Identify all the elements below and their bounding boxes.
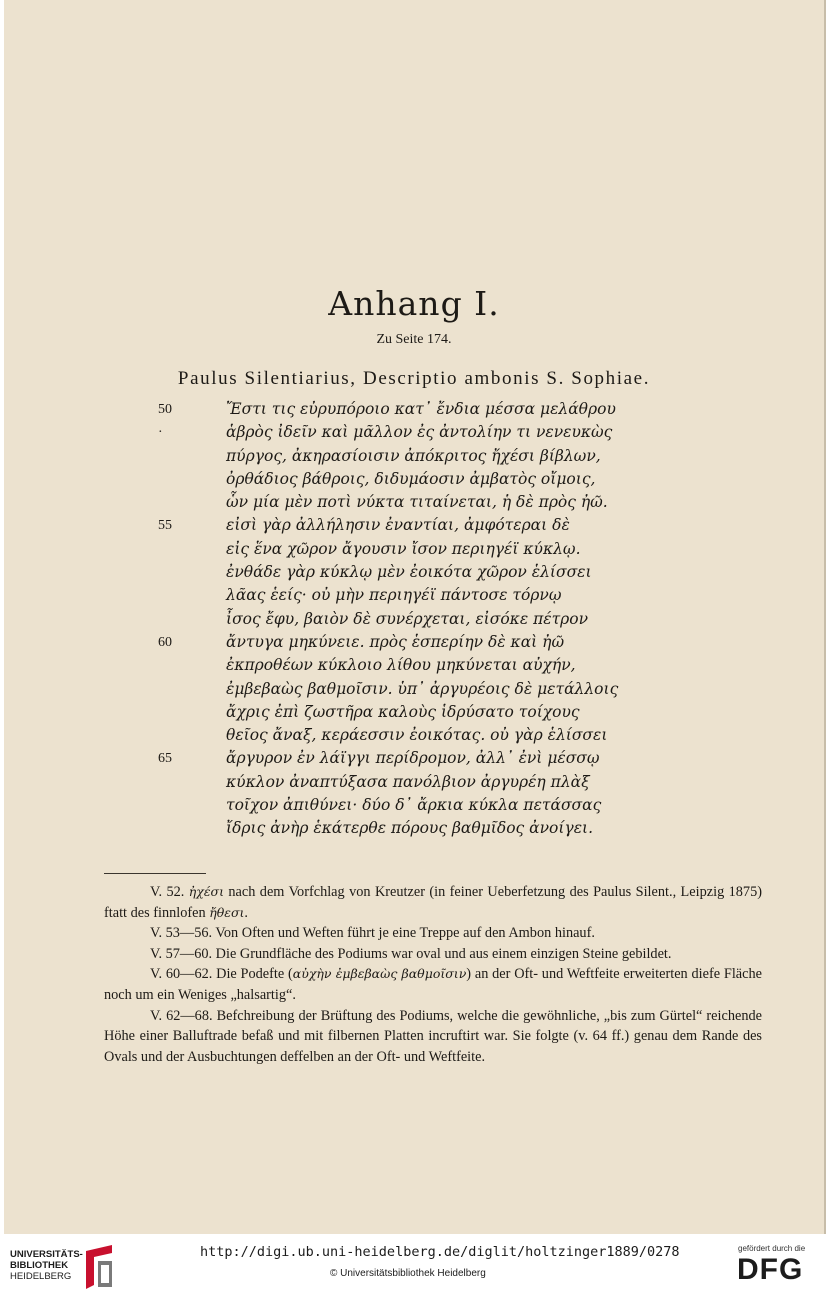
line-number: · [158,425,163,441]
verse-line [4,398,824,421]
verse-line [4,584,824,607]
footnotes [104,882,762,1067]
verse-text: ἄργυρον ἐν λάϊγγι περίδρομον, ἀλλ᾽ ἐνὶ μέσσῳ [226,749,600,768]
verse-line [4,747,824,770]
verse-line [4,631,824,654]
footnote [104,1006,762,1068]
line-number: 65 [158,751,172,767]
verse-text: κύκλον ἀναπτύξασα πανόλβιον ἀργυρέη πλὰξ [226,772,590,791]
verse-text: ὀρθάδιος βάθροις, διδυμάοσιν ἀμβατὸς οἴμοις, [226,469,596,488]
note-text: ) an der Oft- und Weftfeite erweiterten diefe Fläche noch um ein Weniges „halsartig“. [104,966,762,1003]
funded-by-label: gefördert durch die [738,1244,806,1253]
verse-line [4,514,824,537]
appendix-title: Anhang I. [328,284,500,323]
verse-line [4,538,824,561]
verse-text: θεῖος ἄναξ, κεράεσσιν ἐοικότας. οὐ γὰρ ἑλίσσει [226,726,608,745]
logo-text: HEIDELBERG [10,1271,72,1282]
verse-line [4,491,824,514]
ub-heidelberg-logo[interactable] [10,1245,130,1289]
verse-line [4,421,824,444]
line-number: 55 [158,518,172,534]
verse-line [4,561,824,584]
verse-text: ἁβρὸς ἰδεῖν καὶ μᾶλλον ἐς ἀντολίην τι νενευκὼς [226,423,613,442]
verse-line [4,445,824,468]
note-ref: V. 60—62. [150,966,213,983]
verse-line [4,608,824,631]
line-number: 50 [158,402,172,417]
verse-line [4,724,824,747]
verse-line [4,678,824,701]
line-number: 60 [158,634,172,650]
verse-text: ὧν μία μὲν ποτὶ νύκτα τιταίνεται, ἡ δὲ πρὸς ἠῶ. [226,493,608,512]
verse-text: λᾶας ἑείς· οὐ μὴν περιηγέϊ πάντοσε τόρνῳ [226,586,562,605]
verse-text: ἶσος ἔφυ, βαιὸν δὲ συνέρχεται, εἰσόκε πέτρον [226,609,589,628]
permalink-url[interactable]: http://digi.ub.uni-heidelberg.de/diglit/holtzinger1889/0278 [200,1244,680,1260]
verse-line [4,654,824,677]
footnote-rule [104,873,206,874]
note-ref: V. 52. [150,884,185,900]
note-ref: V. 53—56. [150,925,213,942]
note-text: Die Podefte ( [212,966,293,983]
logo-text: UNIVERSITÄTS- [10,1249,83,1260]
verse-text: ἴδρις ἀνὴρ ἑκάτερθε πόρους βαθμῖδος ἀνοίγει. [226,819,594,838]
note-ref: V. 62—68. [150,1007,213,1024]
verse-text: εἰς ἕνα χῶρον ἄγουσιν ἴσον περιηγέϊ κύκλῳ. [226,539,581,558]
viewer-footer [0,1236,830,1294]
note-text: Von Often und Weften führt je eine Treppe auf den Ambon hinauf. [212,925,595,942]
verse-line [4,701,824,724]
greek-verses [4,398,824,841]
note-text: Die Grundfläche des Podiums war oval und aus einem einzigen Steine gebildet. [212,945,672,962]
dfg-logo[interactable]: DFG [737,1253,804,1286]
book-page [4,0,826,1234]
verse-line [4,794,824,817]
greek-term: ἠχέσι [188,884,224,899]
footnote [104,964,762,1005]
note-text: nach dem Vorfchlag von Kreutzer (in feiner Ueberfetzung des Paulus Silent., Leipzig 1875) ftatt des finnlofen [104,884,762,921]
verse-text: Ἔστι τις εὐρυπόροιο κατ᾽ ἔνδια μέσσα μελάθρου [226,400,616,418]
note-text: Befchreibung der Brüftung des Podiums, welche die gewöhnliche, „bis zum Gürtel“ reichende Höhe einer Balluftrade befaß und mit filbernen Platten incruftirt war. Sie folgte (v. 64 ff.) genau dem Rande des Ovals und der Ausbuchtungen deffelben an der Oft- und Weftfeite. [104,1007,762,1065]
page-reference: Zu Seite 174. [376,332,452,347]
verse-text: ἐκπροθέων κύκλοιο λίθου μηκύνεται αὐχήν, [226,656,576,675]
verse-line [4,468,824,491]
verse-text: ἄχρις ἐπὶ ζωστῆρα καλοὺς ἱδρύσατο τοίχους [226,702,580,721]
verse-text: πύργος, ἀκηρασίοισιν ἀπόκριτος ἤχέσι βίβλων, [226,446,601,465]
verse-text: ἐμβεβαὼς βαθμοῖσιν. ὑπ᾽ ἀργυρέοις δὲ μετάλλοις [226,679,619,698]
copyright-notice: © Universitätsbibliothek Heidelberg [330,1268,486,1279]
footnote [104,944,762,965]
note-ref: V. 57—60. [150,945,213,962]
work-title: Paulus Silentiarius, Descriptio ambonis S. Sophiae. [177,368,651,389]
verse-text: εἰσὶ γὰρ ἀλλήλησιν ἐναντίαι, ἀμφότεραι δὲ [226,516,570,535]
verse-text: ἐνθάδε γὰρ κύκλῳ μὲν ἐοικότα χῶρον ἑλίσσει [226,563,592,582]
logo-text: BIBLIOTHEK [10,1260,69,1271]
greek-term: αὐχὴν ἐμβεβαὼς βαθμοῖσιν [292,966,467,982]
footnote [104,882,762,923]
greek-term: ἤθεσι [209,904,245,920]
verse-line [4,817,824,840]
ub-emblem-icon [82,1245,116,1289]
verse-text: τοῖχον ἀπιθύνει· δύο δ᾽ ἄρκια κύκλα πετάσσας [226,796,602,815]
note-text: . [244,904,248,921]
verse-line [4,771,824,794]
verse-text: ἄντυγα μηκύνειε. πρὸς ἑσπερίην δὲ καὶ ἠῶ [226,632,565,651]
footnote [104,923,762,944]
